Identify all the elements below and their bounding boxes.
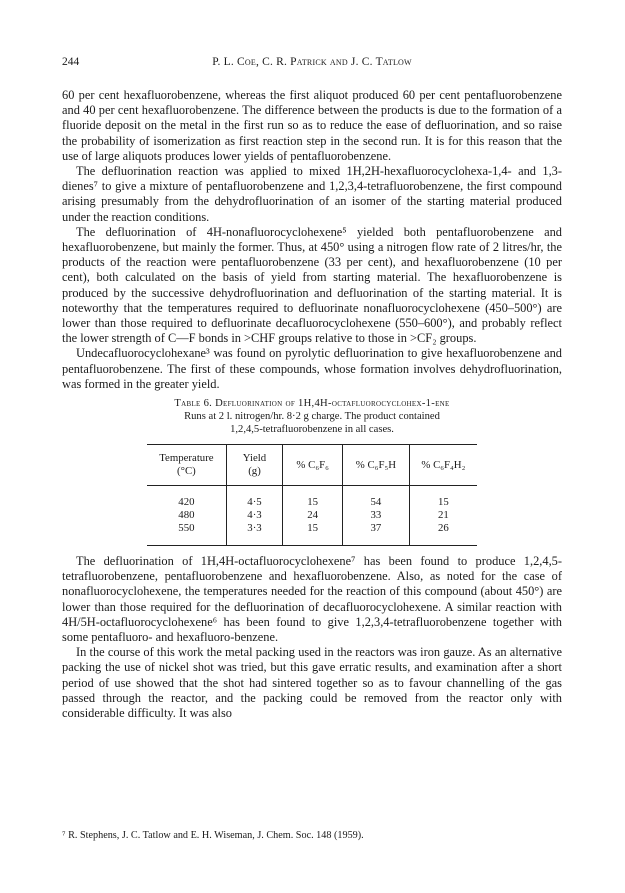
table-cell: 21 [437,509,449,522]
paragraph-4: Undecafluorocyclohexane³ was found on pyrolytic defluorination to give hexafluorobenzene and pentafluorobenzene. The first of these compounds, whose formation involves dehydrofluorination, was formed in the greater yield. [62,346,562,391]
table-row [147,509,477,522]
table-caption-title: Table 6. Defluorination of 1H,4H-octafluorocyclohex-1-ene [174,398,450,410]
column-header: % C₆F₆ [283,445,343,486]
table-spacer [147,486,477,497]
running-head [62,56,562,72]
table-6 [147,397,477,546]
table-cell: 4·5 [226,496,282,509]
paragraph-1: 60 per cent hexafluorobenzene, whereas the first aliquot produced 60 per cent pentafluorobenzene and 40 per cent hexafluorobenzene. The difference between the products is due to the formation of a fluoride deposit on the metal in the first run so as to reduce the ease of defluorination, and so raise the probability of isomerization as first reaction step in the second run. It is for this reason that the use of large aliquots produces lower yields of pentafluorobenzene. [62,88,562,163]
table-cell: 420 [147,496,226,509]
table-cell: 26 [437,522,449,535]
table-caption-line: 1,2,4,5-tetrafluorobenzene in all cases. [230,424,394,436]
column-header: % C₆F₄H₂ [421,458,466,471]
table-cell: 15 [283,522,343,535]
table-cell: 37 [343,522,410,535]
table-caption-line: Runs at 2 l. nitrogen/hr. 8·2 g charge. The product contained [184,411,440,423]
table-cell: 24 [283,509,343,522]
table-cell: 54 [343,496,410,509]
table-spacer [147,535,477,546]
table-header-row [147,445,477,486]
paragraph-3: The defluorination of 4H-nonafluorocyclohexene⁵ yielded both pentafluorobenzene and hexafluorobenzene, but mainly the former. Thus, at 450° using a nitrogen flow rate of 2 litres/hr, the products of the reaction were pentafluorobenzene (33 per cent), and hexafluorobenzene (10 per cent), both calculated on the basis of yield from starting material. The hexafluorobenzene is produced by the successive dehydrofluorination and defluorination of the starting material. It is noteworthy that the temperatures required to defluorinate nonafluorocyclohexene (450–500°) are lower than those required to defluorinate decafluorocyclohexene (550–600°), and probably reflect the lower strength of C—F bonds in >CHF groups relative to those in >CF₂ groups. [62,224,562,346]
running-head-authors: P. L. Coe, C. R. Patrick and J. C. Tatlow [212,56,412,68]
body-text [62,88,562,721]
column-header: % C₆F₅H [343,445,410,486]
footnote: ⁷ R. Stephens, J. C. Tatlow and E. H. Wiseman, J. Chem. Soc. 148 (1959). [62,830,364,841]
table-cell: 480 [147,509,226,522]
column-header: Temperature (°C) [147,445,226,486]
table-cell: 15 [283,496,343,509]
table-caption [147,397,477,436]
data-table [147,444,477,546]
paragraph-5: The defluorination of 1H,4H-octafluorocyclohexene⁷ has been found to produce 1,2,4,5-tetrafluorobenzene, pentafluorobenzene and hexafluorobenzene. Also, as noted for the case of nonafluorocyclohexene, the temperatures needed for the reaction of this compound (about 450°) are lower than those required for the defluorination of decafluorocyclohexene. A similar reaction with 4H/5H-octafluorocyclohexene⁶ has been found to give 1,2,3,4-tetrafluorobenzene together with some pentafluoro- and hexafluoro-benzene. [62,554,562,645]
table-cell: 3·3 [226,522,282,535]
table-cell: 15 [437,496,449,509]
column-header: Yield (g) [226,445,282,486]
paragraph-6: In the course of this work the metal packing used in the reactors was iron gauze. As an alternative packing the use of nickel shot was tried, but this gave erratic results, and examination after a short period of use showed that the shot had sintered together so as to favour channelling of the gas passed through the reactor, and the packing could be removed from the reactor only with considerable difficulty. It was also [62,645,562,721]
table-cell: 33 [343,509,410,522]
table-row [147,496,477,509]
page-number: 244 [62,56,80,68]
paragraph-2: The defluorination reaction was applied to mixed 1H,2H-hexafluorocyclohexa-1,4- and 1,3-dienes⁷ to give a mixture of pentafluorobenzene and 1,2,3,4-tetrafluorobenzene, the first compound arising presumably from the dehydrofluorination of an isomer of the starting material produced under the reaction conditions. [62,164,562,224]
table-cell: 550 [147,522,226,535]
table-row [147,522,477,535]
table-cell: 4·3 [226,509,282,522]
